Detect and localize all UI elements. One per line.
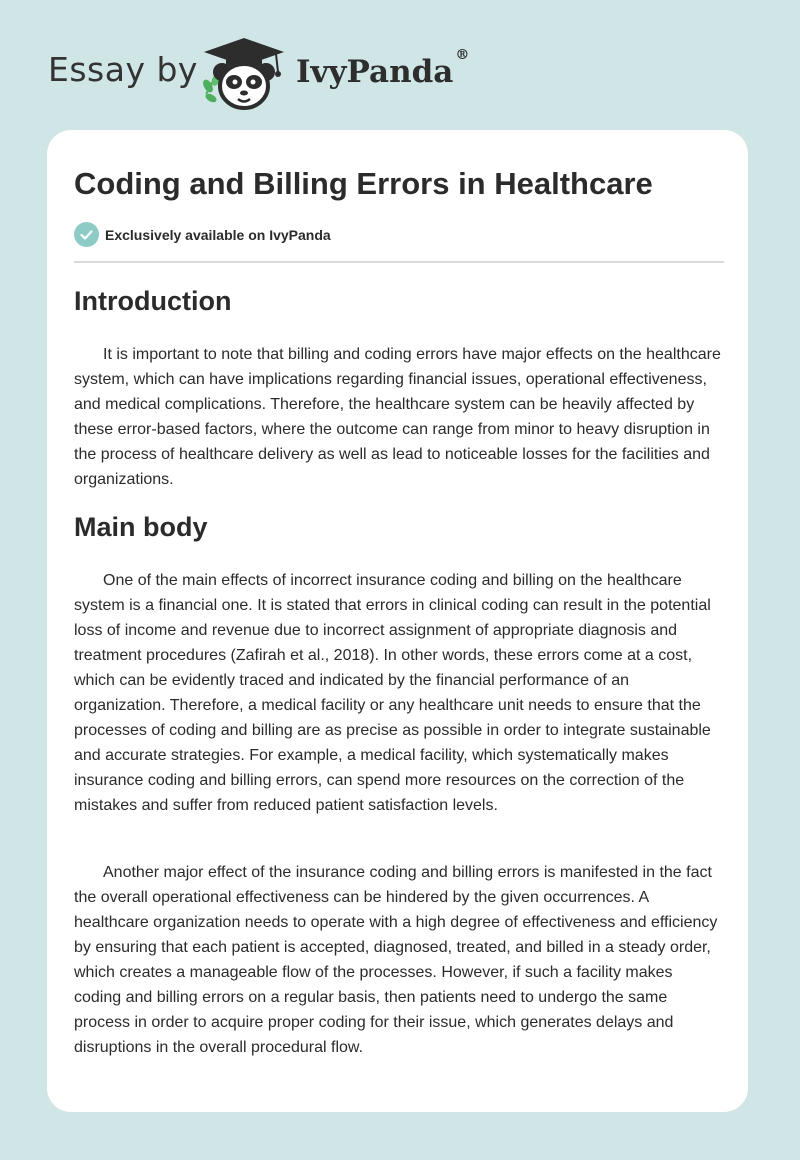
brand-name[interactable]: IvyPanda ® <box>296 46 470 90</box>
section-heading-introduction: Introduction <box>74 286 232 316</box>
section-heading-main-body: Main body <box>74 512 208 542</box>
check-icon <box>74 222 99 247</box>
title-divider <box>74 261 724 263</box>
main-body-paragraph-1: One of the main effects of incorrect insurance coding and billing on the healthcare system is a financial one. It is stated that errors in clinical coding can result in the potential loss of income and revenue due to incorrect assignment of appropriate diagnosis and treatment procedures (Zafirah et al., 2018). In other words, these errors come at a cost, which can be evidently traced and indicated by the financial performance of an organization. Therefore, a medical facility or any healthcare unit needs to ensure that the processes of coding and billing are as precise as possible in order to integrate sustainable and accurate strategies. For example, a medical facility, which systematically makes insurance coding and billing errors, can spend more resources on the correction of the mistakes and suffer from reduced patient satisfaction levels. <box>74 572 711 814</box>
exclusive-label: Exclusively available on IvyPanda <box>105 226 331 243</box>
essay-card <box>47 130 748 1112</box>
panda-logo-icon[interactable] <box>200 36 288 112</box>
main-body-paragraph-2: Another major effect of the insurance coding and billing errors is manifested in the fact the overall operational effectiveness can be hindered by the given occurrences. A healthcare organization needs to operate with a high degree of effectiveness and efficiency by ensuring that each patient is accepted, diagnosed, treated, and billed in a steady order, which creates a manageable flow of the processes. However, if such a facility makes coding and billing errors on a regular basis, then patients need to undergo the same process in order to acquire proper coding for their issue, which generates delays and disruptions in the overall procedural flow. <box>74 864 718 1056</box>
site-header <box>48 32 508 112</box>
exclusive-badge <box>74 222 331 247</box>
essay-by-label: Essay by <box>48 50 198 89</box>
intro-paragraph: It is important to note that billing and coding errors have major effects on the healthcare system, which can have implications regarding financial issues, operational effectiveness, and medical complications. Therefore, the healthcare system can be heavily affected by these error-based factors, where the outcome can range from minor to heavy disruption in the process of healthcare delivery as well as lead to noticeable losses for the facilities and organizations. <box>74 346 721 488</box>
page-title: Coding and Billing Errors in Healthcare <box>74 166 653 201</box>
